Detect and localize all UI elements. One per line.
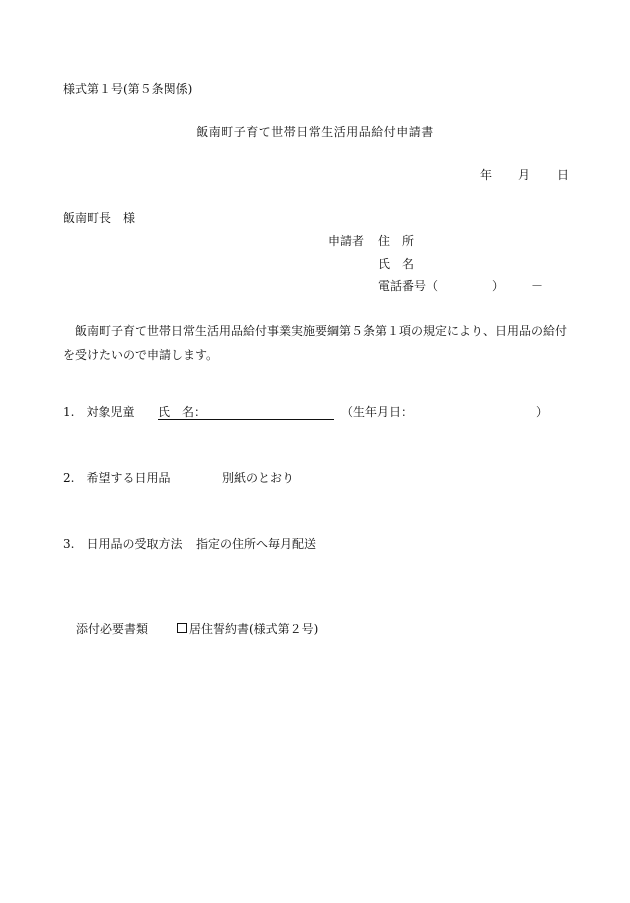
item-goods-label: 2. 希望する日用品 <box>63 471 171 485</box>
form-number: 様式第１号(第５条関係) <box>63 82 193 96</box>
applicant-name-label: 氏 名 <box>378 257 415 271</box>
item-goods-value: 別紙のとおり <box>222 471 295 485</box>
attachment-checkbox[interactable] <box>177 623 187 633</box>
item-method-label: 3. 日用品の受取方法 <box>63 537 183 551</box>
item-child-label: 1. 対象児童 <box>63 405 135 419</box>
child-name-underline <box>158 419 334 420</box>
date-year-label: 年 <box>480 168 493 182</box>
date-day-label: 日 <box>557 168 570 182</box>
form-title: 飯南町子育て世帯日常生活用品給付申請書 <box>196 125 434 139</box>
attachment-label: 添付必要書類 <box>76 622 149 636</box>
child-name-label: 氏 名： <box>158 405 207 419</box>
applicant-label: 申請者 <box>328 234 365 248</box>
item-method-value: 指定の住所へ毎月配送 <box>196 537 317 551</box>
date-month-label: 月 <box>518 168 531 182</box>
attachment-value: 居住誓約書(様式第２号) <box>189 622 319 636</box>
phone-label: 電話番号（ <box>378 279 439 293</box>
phone-close-paren: ） <box>492 279 505 293</box>
child-birthdate-label: （生年月日： <box>341 405 414 419</box>
application-statement: 飯南町子育て世帯日常生活用品給付事業実施要綱第５条第１項の規定により、日用品の給付を受けたいので申請します。 <box>63 324 568 362</box>
child-birthdate-close-paren: ） <box>536 405 549 419</box>
addressee: 飯南町長 様 <box>63 211 136 225</box>
phone-dash: － <box>531 279 544 293</box>
address-label: 住 所 <box>378 234 415 248</box>
